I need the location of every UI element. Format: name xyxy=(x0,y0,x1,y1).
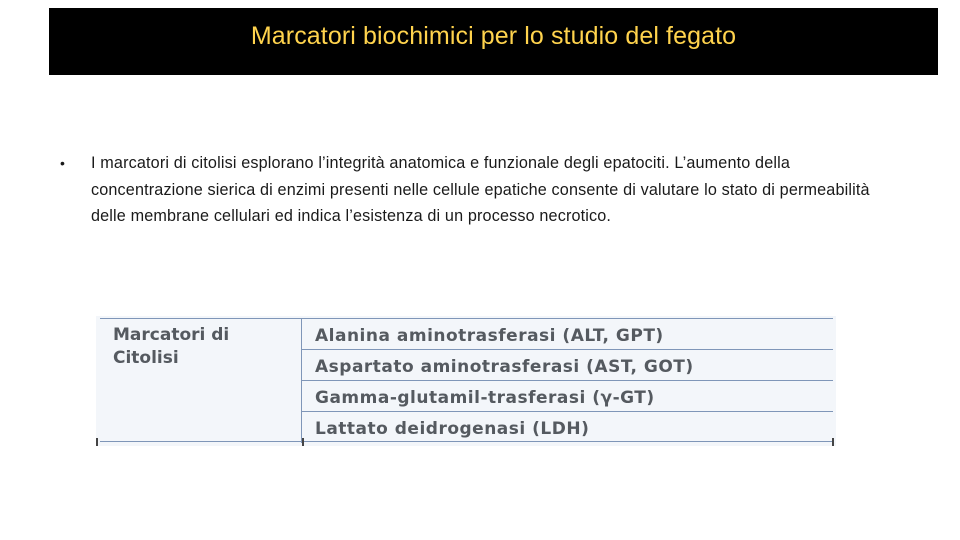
slide-title: Marcatori biochimici per lo studio del fegato xyxy=(250,22,737,50)
table-row: Alanina aminotrasferasi (ALT, GPT) xyxy=(302,319,833,350)
table-corner-mark xyxy=(302,438,304,446)
table-corner-mark xyxy=(96,438,98,446)
category-label: Marcatori di Citolisi xyxy=(100,319,302,443)
table-corner-mark xyxy=(832,438,834,446)
table-row: Aspartato aminotrasferasi (AST, GOT) xyxy=(302,350,833,381)
title-bar xyxy=(49,8,938,75)
citolisi-table xyxy=(96,316,836,446)
bullet-item xyxy=(60,150,890,230)
bullet-text: I marcatori di citolisi esplorano l’integrità anatomica e funzionale degli epatociti. L’aumento della concentrazione sierica di enzimi presenti nelle cellule epatiche consente di valutare lo stato di permeabilità delle membrane cellulari ed indica l’esistenza di un processo necrotico. xyxy=(91,154,870,225)
bullet-icon: • xyxy=(60,155,65,171)
table-grid xyxy=(100,318,833,442)
table-row: Lattato deidrogenasi (LDH) xyxy=(315,419,590,439)
table-row: Gamma-glutamil-trasferasi (γ-GT) xyxy=(302,381,833,412)
